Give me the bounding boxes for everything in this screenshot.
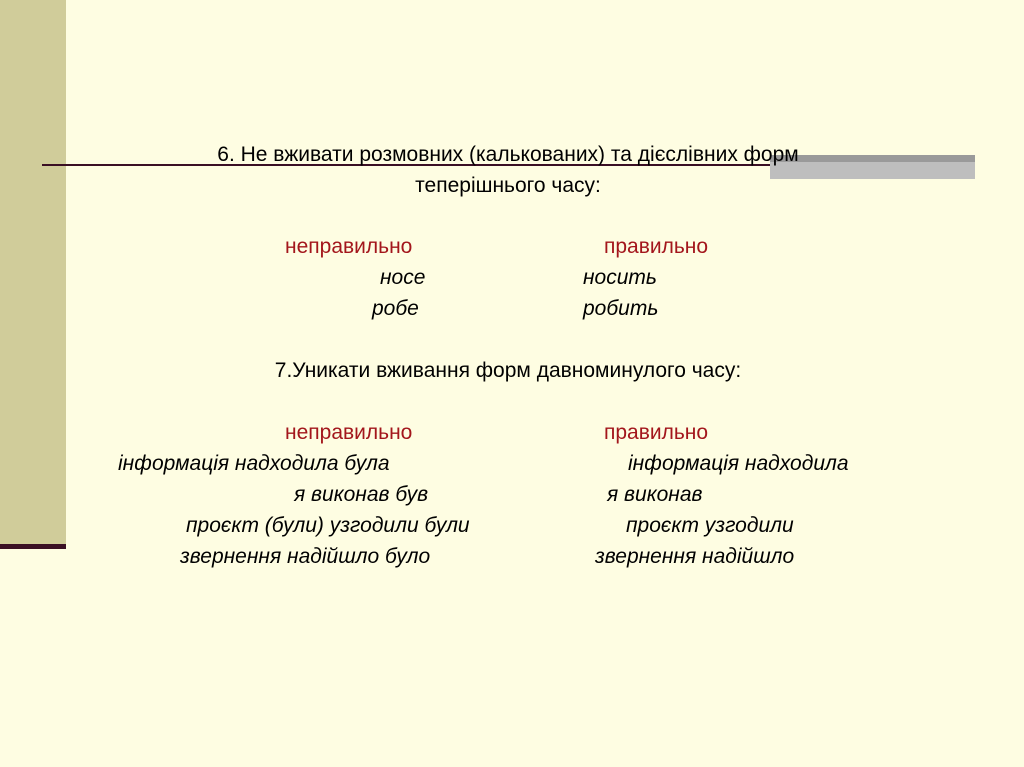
rule7-right-example-1: інформація надходила [628, 452, 849, 475]
left-band-underline [0, 544, 66, 549]
rule7-wrong-example-4: звернення надійшло було [180, 545, 431, 568]
rule7-right-example-4: звернення надійшло [595, 545, 795, 568]
rule7-right-heading: правильно [604, 421, 709, 444]
rule6-title-line2: теперішнього часу: [415, 174, 601, 197]
rule6-wrong-heading: неправильно [285, 235, 413, 258]
rule7-wrong-heading: неправильно [285, 421, 413, 444]
rule7-right-example-3: проєкт узгодили [626, 514, 794, 537]
rule6-title-line1: 6. Не вживати розмовних (калькованих) та дієслівних форм [217, 143, 799, 166]
rule6-right-example-2: робить [583, 297, 659, 320]
rule7-wrong-example-1: інформація надходила була [118, 452, 390, 475]
grey-accent-bar [770, 155, 975, 179]
rule7-wrong-example-2: я виконав був [294, 483, 429, 506]
rule6-right-example-1: носить [583, 266, 657, 289]
rule6-wrong-example-2: робе [372, 297, 419, 320]
rule7-wrong-example-3: проєкт (були) узгодили були [186, 514, 470, 537]
rule7-right-example-2: я виконав [607, 483, 703, 506]
rule6-wrong-example-1: носе [380, 266, 426, 289]
rule6-right-heading: правильно [604, 235, 709, 258]
rule7-heading: 7.Уникати вживання форм давноминулого часу: [274, 359, 742, 382]
left-decorative-band [0, 0, 66, 548]
